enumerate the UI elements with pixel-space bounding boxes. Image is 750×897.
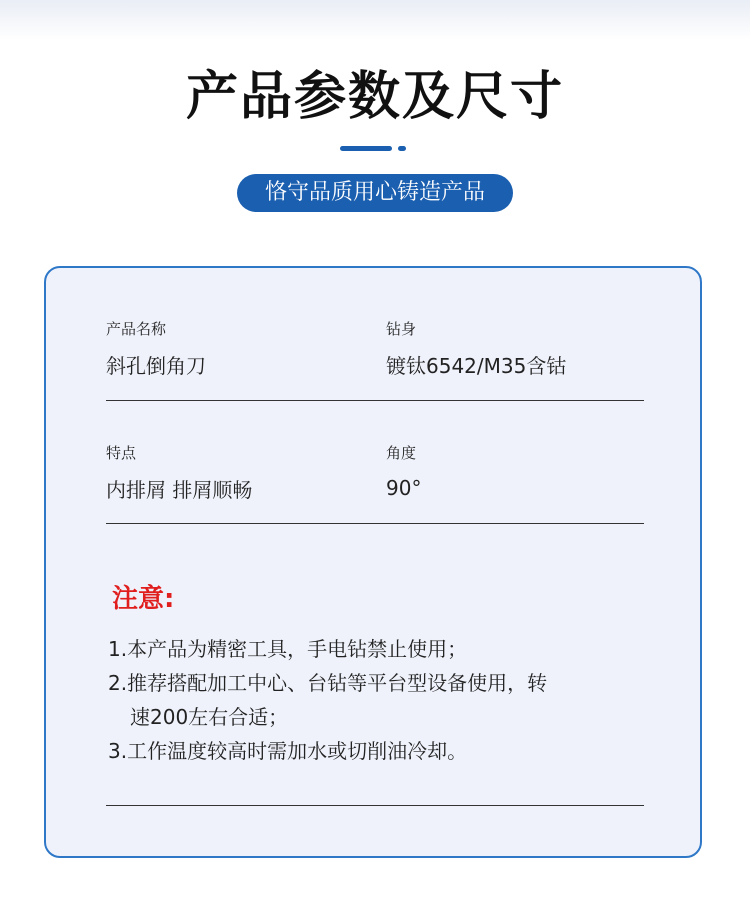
angle-label: 角度 <box>386 444 417 462</box>
drill-body-value: 镀钛6542/M35含钴 <box>386 354 567 378</box>
notice-item-2-continued: 速200左右合适； <box>130 705 289 729</box>
angle-value: 90° <box>386 476 422 500</box>
feature-label: 特点 <box>106 444 137 462</box>
notice-item-2: 2.推荐搭配加工中心、台钻等平台型设备使用，转 <box>108 671 548 695</box>
drill-body-label: 钻身 <box>386 320 417 338</box>
notice-item-1: 1.本产品为精密工具，手电钻禁止使用； <box>108 637 468 661</box>
feature-value: 内排屑 排屑顺畅 <box>106 478 253 502</box>
row-divider-1 <box>106 400 644 401</box>
product-name-value: 斜孔倒角刀 <box>106 354 206 378</box>
notice-title: 注意: <box>112 584 175 614</box>
title-divider-dash <box>340 146 392 151</box>
title-divider-dot <box>398 146 406 151</box>
notice-item-3: 3.工作温度较高时需加水或切削油冷却。 <box>108 739 468 763</box>
bottom-divider <box>106 805 644 806</box>
row-divider-2 <box>106 523 644 524</box>
product-name-label: 产品名称 <box>106 320 167 338</box>
params-card <box>44 266 702 858</box>
slogan-badge: 恪守品质用心铸造产品 <box>237 174 513 212</box>
notice-list <box>108 632 628 768</box>
page-title: 产品参数及尺寸 <box>185 67 564 127</box>
